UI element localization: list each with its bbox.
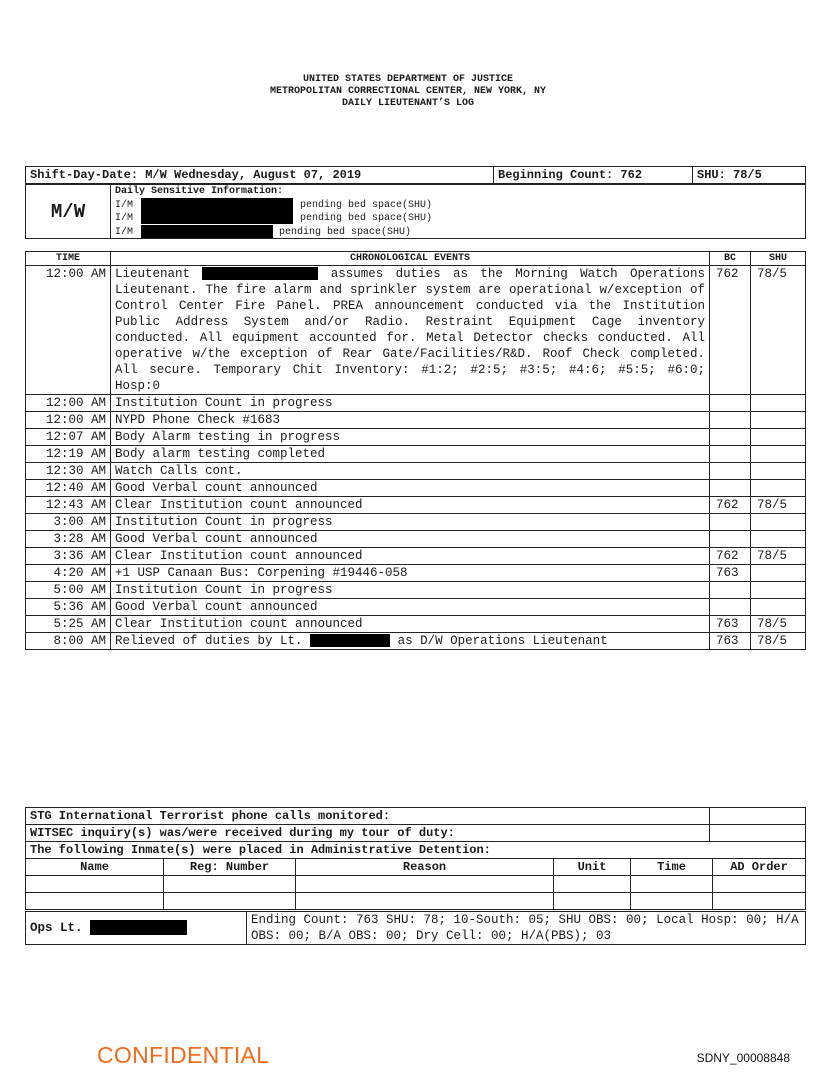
shu-count: SHU: 78/5 [693,167,806,184]
event-time: 3:00 AM [26,514,111,531]
event-text: Watch Calls cont. [111,463,710,480]
bates-number: SDNY_00008848 [696,1051,790,1065]
event-text: Lieutenant assumes duties as the Morning Watch Operations Lieutenant. The fire alarm and sprinkler system are operational w/exception of Control Center Fire Panel. PREA announcement conducted via the Institution Public Address System and/or Radio. Restraint Equipment Cage inventory conducted. All equipment accounted for. Metal Detector checks conducted. All operative w/the exception of Rear Gate/Facilities/R&D. Roof Check completed. All secure. Temporary Chit Inventory: #1:2; #2:5; #3:5; #4:6; #5:5; #6:0; Hosp:0 [111,266,710,395]
col-events: CHRONOLOGICAL EVENTS [111,252,710,266]
event-time: 3:28 AM [26,531,111,548]
event-shu [751,463,806,480]
sensitive-title: Daily Sensitive Information: [115,186,284,197]
event-shu [751,480,806,497]
event-shu: 78/5 [751,266,806,395]
event-bc: 762 [710,266,751,395]
event-row [26,514,806,531]
event-bc [710,514,751,531]
shift-info-table [25,166,806,184]
event-text: Institution Count in progress [111,514,710,531]
event-shu [751,514,806,531]
ops-lt-table [25,911,806,945]
stg-note: STG International Terrorist phone calls monitored: [26,808,710,825]
col-name: Name [26,859,164,876]
shift-day-date: Shift-Day-Date: M/W Wednesday, August 07, 2019 [26,167,494,184]
event-bc: 762 [710,548,751,565]
header-line-3: DAILY LIEUTENANT’S LOG [341,98,475,109]
event-time: 3:36 AM [26,548,111,565]
admin-detention-table [25,858,806,910]
event-bc [710,412,751,429]
document-header [0,74,816,110]
event-shu: 78/5 [751,497,806,514]
event-bc [710,531,751,548]
event-row [26,633,806,650]
event-text: Clear Institution count announced [111,616,710,633]
notes-table [25,807,806,859]
event-row [26,548,806,565]
event-shu: 78/5 [751,616,806,633]
event-text: Relieved of duties by Lt. as D/W Operations Lieutenant [111,633,710,650]
event-shu: 78/5 [751,548,806,565]
event-row [26,565,806,582]
col-unit: Unit [554,859,631,876]
event-bc: 762 [710,497,751,514]
stg-value [710,808,806,825]
event-shu [751,429,806,446]
event-row [26,497,806,514]
event-shu [751,395,806,412]
event-text: Institution Count in progress [111,582,710,599]
event-text: Institution Count in progress [111,395,710,412]
event-bc [710,429,751,446]
col-reason: Reason [296,859,554,876]
event-time: 5:36 AM [26,599,111,616]
witsec-value [710,825,806,842]
redaction-bar [141,225,273,238]
event-row [26,446,806,463]
event-row [26,480,806,497]
redaction-bar [202,267,318,280]
event-bc [710,395,751,412]
header-line-2: METROPOLITAN CORRECTIONAL CENTER, NEW YORK, NY [269,86,547,97]
event-text: Body alarm testing completed [111,446,710,463]
event-time: 12:30 AM [26,463,111,480]
table-row [26,876,806,893]
admin-detention-note: The following Inmate(s) were placed in Administrative Detention: [26,842,806,859]
event-row [26,531,806,548]
event-time: 5:00 AM [26,582,111,599]
event-bc [710,463,751,480]
event-shu [751,565,806,582]
col-time: Time [631,859,713,876]
shift-code: M/W [26,185,111,239]
event-shu: 78/5 [751,633,806,650]
header-line-1: UNITED STATES DEPARTMENT OF JUSTICE [302,74,514,85]
event-time: 5:25 AM [26,616,111,633]
sensitive-line: I/M pending bed space(SHU) [115,225,801,239]
event-shu [751,599,806,616]
witsec-note: WITSEC inquiry(s) was/were received during my tour of duty: [26,825,710,842]
event-time: 12:43 AM [26,497,111,514]
event-time: 8:00 AM [26,633,111,650]
table-row [26,893,806,910]
event-text: Good Verbal count announced [111,480,710,497]
event-row [26,582,806,599]
event-time: 12:07 AM [26,429,111,446]
event-time: 12:19 AM [26,446,111,463]
event-time: 4:20 AM [26,565,111,582]
event-time: 12:00 AM [26,412,111,429]
event-row [26,616,806,633]
event-time: 12:00 AM [26,266,111,395]
sensitive-line: I/M pending bed space(SHU) [115,211,801,225]
event-text: NYPD Phone Check #1683 [111,412,710,429]
redaction-bar [90,920,187,935]
event-bc [710,582,751,599]
event-text: +1 USP Canaan Bus: Corpening #19446-058 [111,565,710,582]
event-text: Good Verbal count announced [111,531,710,548]
event-row [26,463,806,480]
event-shu [751,582,806,599]
ops-lt-signature: Ops Lt. [26,912,247,945]
event-row [26,266,806,395]
sensitive-info-table [25,184,806,239]
event-bc: 763 [710,565,751,582]
col-time: TIME [26,252,111,266]
col-shu: SHU [751,252,806,266]
event-time: 12:00 AM [26,395,111,412]
event-bc: 763 [710,633,751,650]
redaction-bar [310,634,390,647]
event-row [26,599,806,616]
redaction-bar [141,198,293,211]
col-bc: BC [710,252,751,266]
event-shu [751,446,806,463]
event-bc [710,446,751,463]
beginning-count: Beginning Count: 762 [494,167,693,184]
event-text: Clear Institution count announced [111,548,710,565]
chronological-events-table [25,251,806,650]
event-shu [751,412,806,429]
sensitive-line: I/M pending bed space(SHU) [115,198,801,212]
col-reg-number: Reg: Number [164,859,296,876]
event-bc [710,480,751,497]
event-bc: 763 [710,616,751,633]
event-text: Good Verbal count announced [111,599,710,616]
event-time: 12:40 AM [26,480,111,497]
col-ad-order: AD Order [713,859,806,876]
event-row [26,412,806,429]
event-shu [751,531,806,548]
event-row [26,395,806,412]
event-row [26,429,806,446]
event-text: Body Alarm testing in progress [111,429,710,446]
sensitive-info [111,185,806,239]
event-bc [710,599,751,616]
confidential-label: CONFIDENTIAL [97,1042,270,1068]
ending-count: Ending Count: 763 SHU: 78; 10-South: 05; SHU OBS: 00; Local Hosp: 00; H/A OBS: 00; B/A OBS: 00; Dry Cell: 00; H/A(PBS); 03 [247,912,806,945]
redaction-bar [141,211,293,224]
event-text: Clear Institution count announced [111,497,710,514]
